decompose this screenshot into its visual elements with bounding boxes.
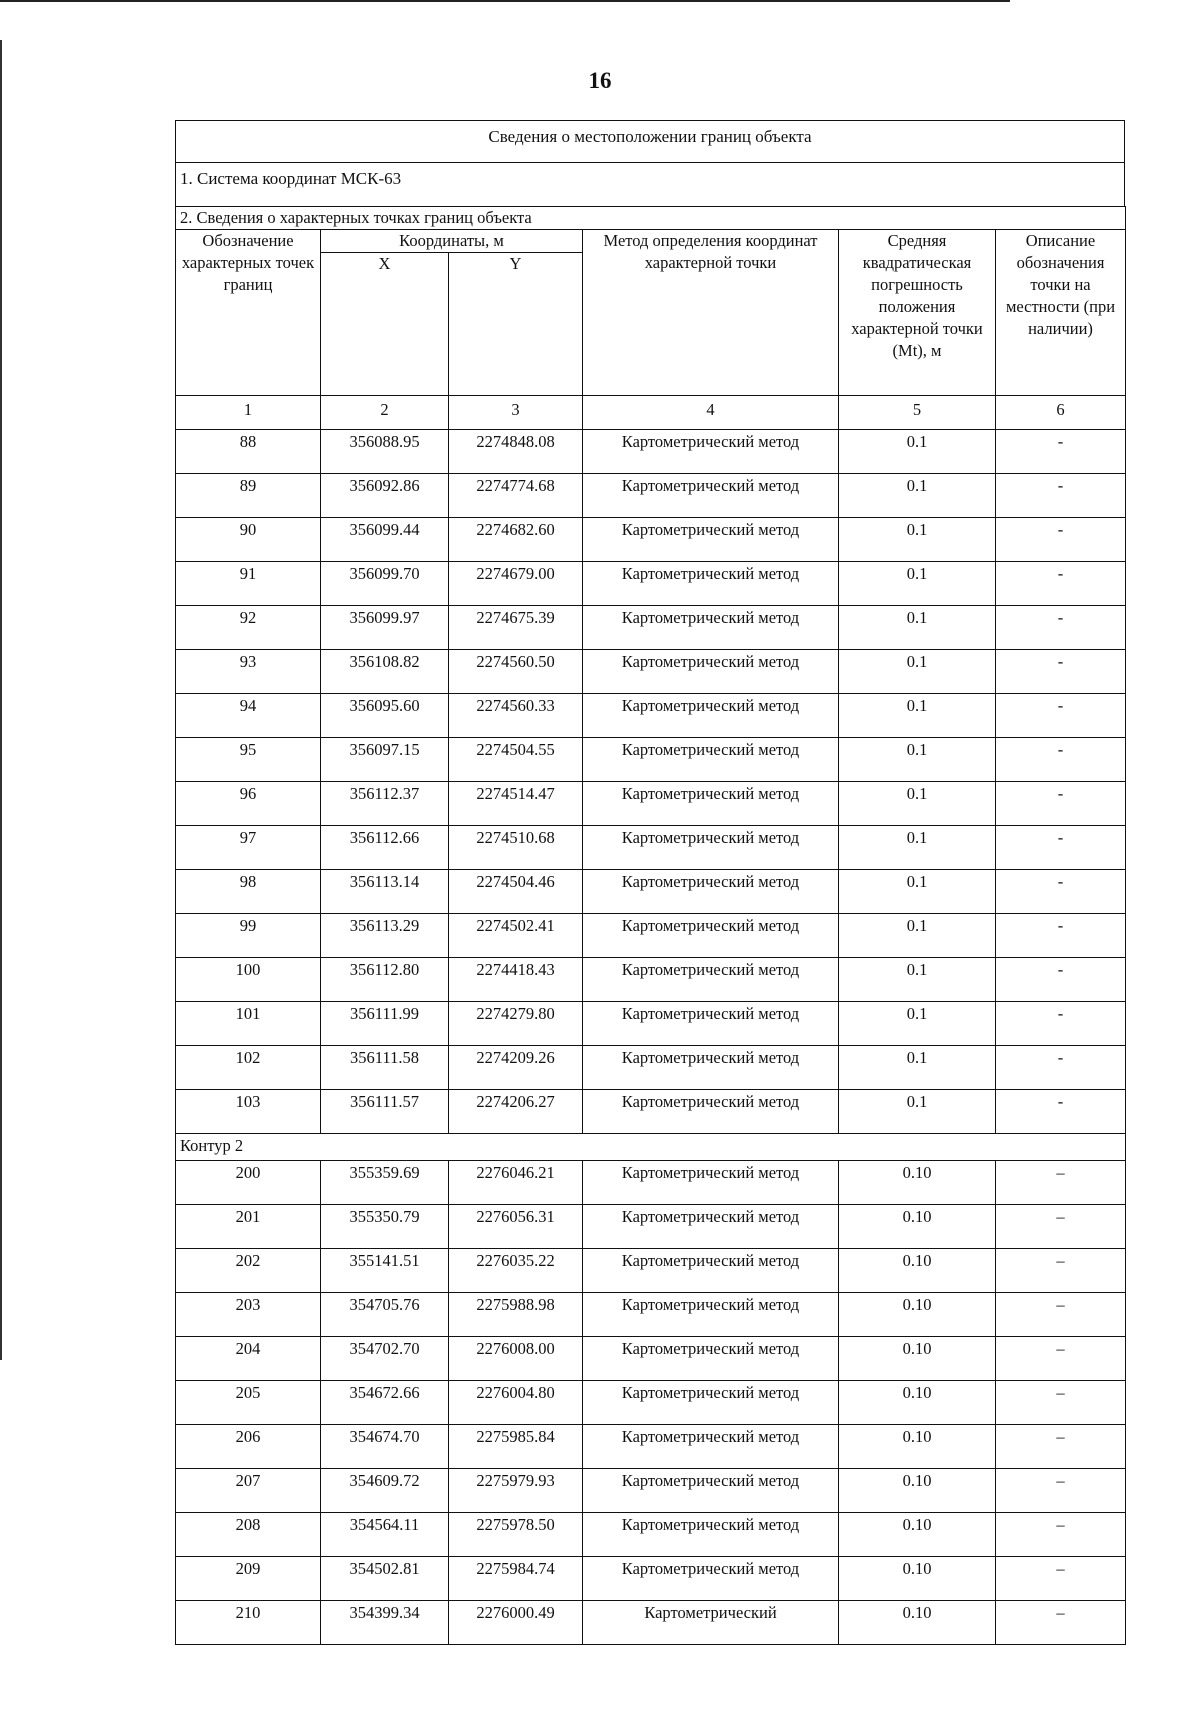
coord-y: 2275985.84 xyxy=(449,1425,583,1469)
table-row xyxy=(176,1601,1126,1645)
method-cell: Картометрический метод xyxy=(583,1381,839,1425)
coord-x: 355359.69 xyxy=(321,1161,449,1205)
coord-y: 2276046.21 xyxy=(449,1161,583,1205)
error-cell: 0.1 xyxy=(839,562,996,606)
point-number: 205 xyxy=(176,1381,321,1425)
method-cell: Картометрический метод xyxy=(583,1249,839,1293)
method-cell: Картометрический метод xyxy=(583,1002,839,1046)
error-cell: 0.1 xyxy=(839,914,996,958)
coord-x: 356111.99 xyxy=(321,1002,449,1046)
scan-edge-top xyxy=(0,0,1010,2)
error-cell: 0.10 xyxy=(839,1601,996,1645)
method-cell: Картометрический метод xyxy=(583,474,839,518)
header-description: Описание обозначения точки на местности (при наличии) xyxy=(996,230,1126,396)
coord-x: 356099.44 xyxy=(321,518,449,562)
contour-label: Контур 2 xyxy=(176,1134,1126,1161)
coord-y: 2274560.33 xyxy=(449,694,583,738)
point-number: 94 xyxy=(176,694,321,738)
error-cell: 0.10 xyxy=(839,1293,996,1337)
coord-x: 356111.58 xyxy=(321,1046,449,1090)
column-number: 3 xyxy=(449,396,583,430)
coord-x: 356097.15 xyxy=(321,738,449,782)
header-error: Средняя квадратическая погрешность положения характерной точки (Mt), м xyxy=(839,230,996,396)
coord-y: 2274514.47 xyxy=(449,782,583,826)
description-cell: - xyxy=(996,430,1126,474)
header-point-designation: Обозначение характерных точек границ xyxy=(176,230,321,396)
coord-x: 356099.70 xyxy=(321,562,449,606)
table-row xyxy=(176,1425,1126,1469)
description-cell: – xyxy=(996,1249,1126,1293)
point-number: 103 xyxy=(176,1090,321,1134)
point-number: 208 xyxy=(176,1513,321,1557)
table-row xyxy=(176,474,1126,518)
table-row xyxy=(176,1513,1126,1557)
coord-y: 2275978.50 xyxy=(449,1513,583,1557)
header-coordinates: Координаты, м xyxy=(321,230,583,253)
error-cell: 0.10 xyxy=(839,1425,996,1469)
coord-x: 356088.95 xyxy=(321,430,449,474)
table-row xyxy=(176,650,1126,694)
error-cell: 0.10 xyxy=(839,1381,996,1425)
method-cell: Картометрический метод xyxy=(583,694,839,738)
coord-y: 2274774.68 xyxy=(449,474,583,518)
method-cell: Картометрический метод xyxy=(583,1205,839,1249)
point-number: 101 xyxy=(176,1002,321,1046)
method-cell: Картометрический метод xyxy=(583,870,839,914)
coord-x: 355141.51 xyxy=(321,1249,449,1293)
description-cell: – xyxy=(996,1425,1126,1469)
scan-edge-left xyxy=(0,40,2,1360)
coord-y: 2274504.46 xyxy=(449,870,583,914)
description-cell: - xyxy=(996,562,1126,606)
method-cell: Картометрический метод xyxy=(583,518,839,562)
description-cell: - xyxy=(996,1046,1126,1090)
description-cell: - xyxy=(996,1002,1126,1046)
method-cell: Картометрический метод xyxy=(583,1090,839,1134)
coord-x: 354564.11 xyxy=(321,1513,449,1557)
point-number: 100 xyxy=(176,958,321,1002)
coord-x: 356108.82 xyxy=(321,650,449,694)
error-cell: 0.10 xyxy=(839,1513,996,1557)
method-cell: Картометрический метод xyxy=(583,1337,839,1381)
description-cell: – xyxy=(996,1337,1126,1381)
description-cell: - xyxy=(996,826,1126,870)
coord-x: 356111.57 xyxy=(321,1090,449,1134)
description-cell: – xyxy=(996,1381,1126,1425)
point-number: 90 xyxy=(176,518,321,562)
error-cell: 0.1 xyxy=(839,650,996,694)
coord-y: 2274560.50 xyxy=(449,650,583,694)
description-cell: – xyxy=(996,1205,1126,1249)
header-x: X xyxy=(321,253,449,396)
table-row xyxy=(176,518,1126,562)
column-numbers-row xyxy=(176,396,1126,430)
boundary-table-container xyxy=(175,120,1125,1645)
table-row xyxy=(176,738,1126,782)
page-number: 16 xyxy=(588,68,612,93)
error-cell: 0.10 xyxy=(839,1337,996,1381)
point-number: 91 xyxy=(176,562,321,606)
method-cell: Картометрический метод xyxy=(583,606,839,650)
error-cell: 0.1 xyxy=(839,782,996,826)
table-row xyxy=(176,870,1126,914)
method-cell: Картометрический метод xyxy=(583,1425,839,1469)
column-number: 6 xyxy=(996,396,1126,430)
point-number: 200 xyxy=(176,1161,321,1205)
table-row xyxy=(176,694,1126,738)
table-row xyxy=(176,1337,1126,1381)
error-cell: 0.1 xyxy=(839,474,996,518)
error-cell: 0.1 xyxy=(839,958,996,1002)
column-number: 4 xyxy=(583,396,839,430)
coord-x: 356112.37 xyxy=(321,782,449,826)
description-cell: - xyxy=(996,606,1126,650)
table-row xyxy=(176,430,1126,474)
point-number: 93 xyxy=(176,650,321,694)
method-cell: Картометрический метод xyxy=(583,650,839,694)
description-cell: – xyxy=(996,1513,1126,1557)
method-cell: Картометрический метод xyxy=(583,958,839,1002)
method-cell: Картометрический метод xyxy=(583,562,839,606)
description-cell: - xyxy=(996,1090,1126,1134)
coord-x: 356095.60 xyxy=(321,694,449,738)
method-cell: Картометрический метод xyxy=(583,1046,839,1090)
method-cell: Картометрический метод xyxy=(583,738,839,782)
coord-y: 2274675.39 xyxy=(449,606,583,650)
coord-y: 2274504.55 xyxy=(449,738,583,782)
coord-x: 356112.80 xyxy=(321,958,449,1002)
description-cell: - xyxy=(996,650,1126,694)
coord-y: 2276035.22 xyxy=(449,1249,583,1293)
coord-y: 2276056.31 xyxy=(449,1205,583,1249)
method-cell: Картометрический метод xyxy=(583,1293,839,1337)
description-cell: - xyxy=(996,870,1126,914)
coord-x: 356099.97 xyxy=(321,606,449,650)
table-row xyxy=(176,914,1126,958)
table-row xyxy=(176,826,1126,870)
method-cell: Картометрический метод xyxy=(583,1513,839,1557)
header-method: Метод определения координат характерной точки xyxy=(583,230,839,396)
coord-y: 2274848.08 xyxy=(449,430,583,474)
error-cell: 0.1 xyxy=(839,1046,996,1090)
error-cell: 0.1 xyxy=(839,518,996,562)
error-cell: 0.10 xyxy=(839,1161,996,1205)
table-row xyxy=(176,1249,1126,1293)
coord-y: 2274682.60 xyxy=(449,518,583,562)
point-number: 96 xyxy=(176,782,321,826)
point-number: 201 xyxy=(176,1205,321,1249)
point-number: 98 xyxy=(176,870,321,914)
description-cell: - xyxy=(996,474,1126,518)
header-y: Y xyxy=(449,253,583,396)
coord-x: 354674.70 xyxy=(321,1425,449,1469)
coord-x: 354702.70 xyxy=(321,1337,449,1381)
error-cell: 0.1 xyxy=(839,738,996,782)
table-row xyxy=(176,1046,1126,1090)
description-cell: - xyxy=(996,958,1126,1002)
point-number: 206 xyxy=(176,1425,321,1469)
coord-y: 2274502.41 xyxy=(449,914,583,958)
coord-x: 354609.72 xyxy=(321,1469,449,1513)
coord-y: 2276000.49 xyxy=(449,1601,583,1645)
point-number: 97 xyxy=(176,826,321,870)
description-cell: - xyxy=(996,694,1126,738)
coord-x: 356113.14 xyxy=(321,870,449,914)
table-row xyxy=(176,1293,1126,1337)
table-row xyxy=(176,1090,1126,1134)
table-row xyxy=(176,562,1126,606)
error-cell: 0.1 xyxy=(839,1090,996,1134)
point-number: 88 xyxy=(176,430,321,474)
point-number: 102 xyxy=(176,1046,321,1090)
error-cell: 0.10 xyxy=(839,1469,996,1513)
method-cell: Картометрический xyxy=(583,1601,839,1645)
coord-system-label: 1. Система координат МСК-63 xyxy=(175,162,1125,206)
column-number: 1 xyxy=(176,396,321,430)
point-number: 209 xyxy=(176,1557,321,1601)
point-number: 92 xyxy=(176,606,321,650)
method-cell: Картометрический метод xyxy=(583,1161,839,1205)
error-cell: 0.1 xyxy=(839,694,996,738)
description-cell: – xyxy=(996,1293,1126,1337)
method-cell: Картометрический метод xyxy=(583,826,839,870)
description-cell: - xyxy=(996,738,1126,782)
error-cell: 0.1 xyxy=(839,606,996,650)
point-number: 89 xyxy=(176,474,321,518)
coord-y: 2275988.98 xyxy=(449,1293,583,1337)
coord-x: 354672.66 xyxy=(321,1381,449,1425)
error-cell: 0.1 xyxy=(839,826,996,870)
coord-x: 354705.76 xyxy=(321,1293,449,1337)
coord-x: 354399.34 xyxy=(321,1601,449,1645)
description-cell: - xyxy=(996,518,1126,562)
description-cell: - xyxy=(996,914,1126,958)
table-row xyxy=(176,782,1126,826)
method-cell: Картометрический метод xyxy=(583,914,839,958)
coord-y: 2275984.74 xyxy=(449,1557,583,1601)
error-cell: 0.10 xyxy=(839,1205,996,1249)
description-cell: – xyxy=(996,1161,1126,1205)
coord-y: 2274209.26 xyxy=(449,1046,583,1090)
description-cell: – xyxy=(996,1469,1126,1513)
table-row xyxy=(176,1161,1126,1205)
contour-row xyxy=(176,1134,1126,1161)
method-cell: Картометрический метод xyxy=(583,782,839,826)
point-number: 202 xyxy=(176,1249,321,1293)
description-cell: – xyxy=(996,1557,1126,1601)
coord-y: 2276008.00 xyxy=(449,1337,583,1381)
table-title: Сведения о местоположении границ объекта xyxy=(175,120,1125,162)
description-cell: - xyxy=(996,782,1126,826)
table-row xyxy=(176,958,1126,1002)
method-cell: Картометрический метод xyxy=(583,1557,839,1601)
coord-y: 2274206.27 xyxy=(449,1090,583,1134)
error-cell: 0.10 xyxy=(839,1249,996,1293)
coord-y: 2275979.93 xyxy=(449,1469,583,1513)
boundary-points-table xyxy=(175,206,1126,1645)
method-cell: Картометрический метод xyxy=(583,430,839,474)
coord-x: 354502.81 xyxy=(321,1557,449,1601)
point-number: 95 xyxy=(176,738,321,782)
column-number: 2 xyxy=(321,396,449,430)
coord-y: 2274510.68 xyxy=(449,826,583,870)
column-number: 5 xyxy=(839,396,996,430)
coord-x: 356112.66 xyxy=(321,826,449,870)
table-row xyxy=(176,1469,1126,1513)
point-number: 204 xyxy=(176,1337,321,1381)
table-row xyxy=(176,606,1126,650)
table-row xyxy=(176,1002,1126,1046)
point-number: 99 xyxy=(176,914,321,958)
point-number: 210 xyxy=(176,1601,321,1645)
section-heading: 2. Сведения о характерных точках границ объекта xyxy=(176,207,1126,230)
coord-y: 2274679.00 xyxy=(449,562,583,606)
coord-x: 356113.29 xyxy=(321,914,449,958)
error-cell: 0.1 xyxy=(839,430,996,474)
error-cell: 0.10 xyxy=(839,1557,996,1601)
coord-x: 356092.86 xyxy=(321,474,449,518)
point-number: 207 xyxy=(176,1469,321,1513)
coord-x: 355350.79 xyxy=(321,1205,449,1249)
coord-y: 2276004.80 xyxy=(449,1381,583,1425)
error-cell: 0.1 xyxy=(839,1002,996,1046)
description-cell: – xyxy=(996,1601,1126,1645)
coord-y: 2274418.43 xyxy=(449,958,583,1002)
coord-y: 2274279.80 xyxy=(449,1002,583,1046)
point-number: 203 xyxy=(176,1293,321,1337)
table-row xyxy=(176,1557,1126,1601)
error-cell: 0.1 xyxy=(839,870,996,914)
table-row xyxy=(176,1381,1126,1425)
table-row xyxy=(176,1205,1126,1249)
method-cell: Картометрический метод xyxy=(583,1469,839,1513)
